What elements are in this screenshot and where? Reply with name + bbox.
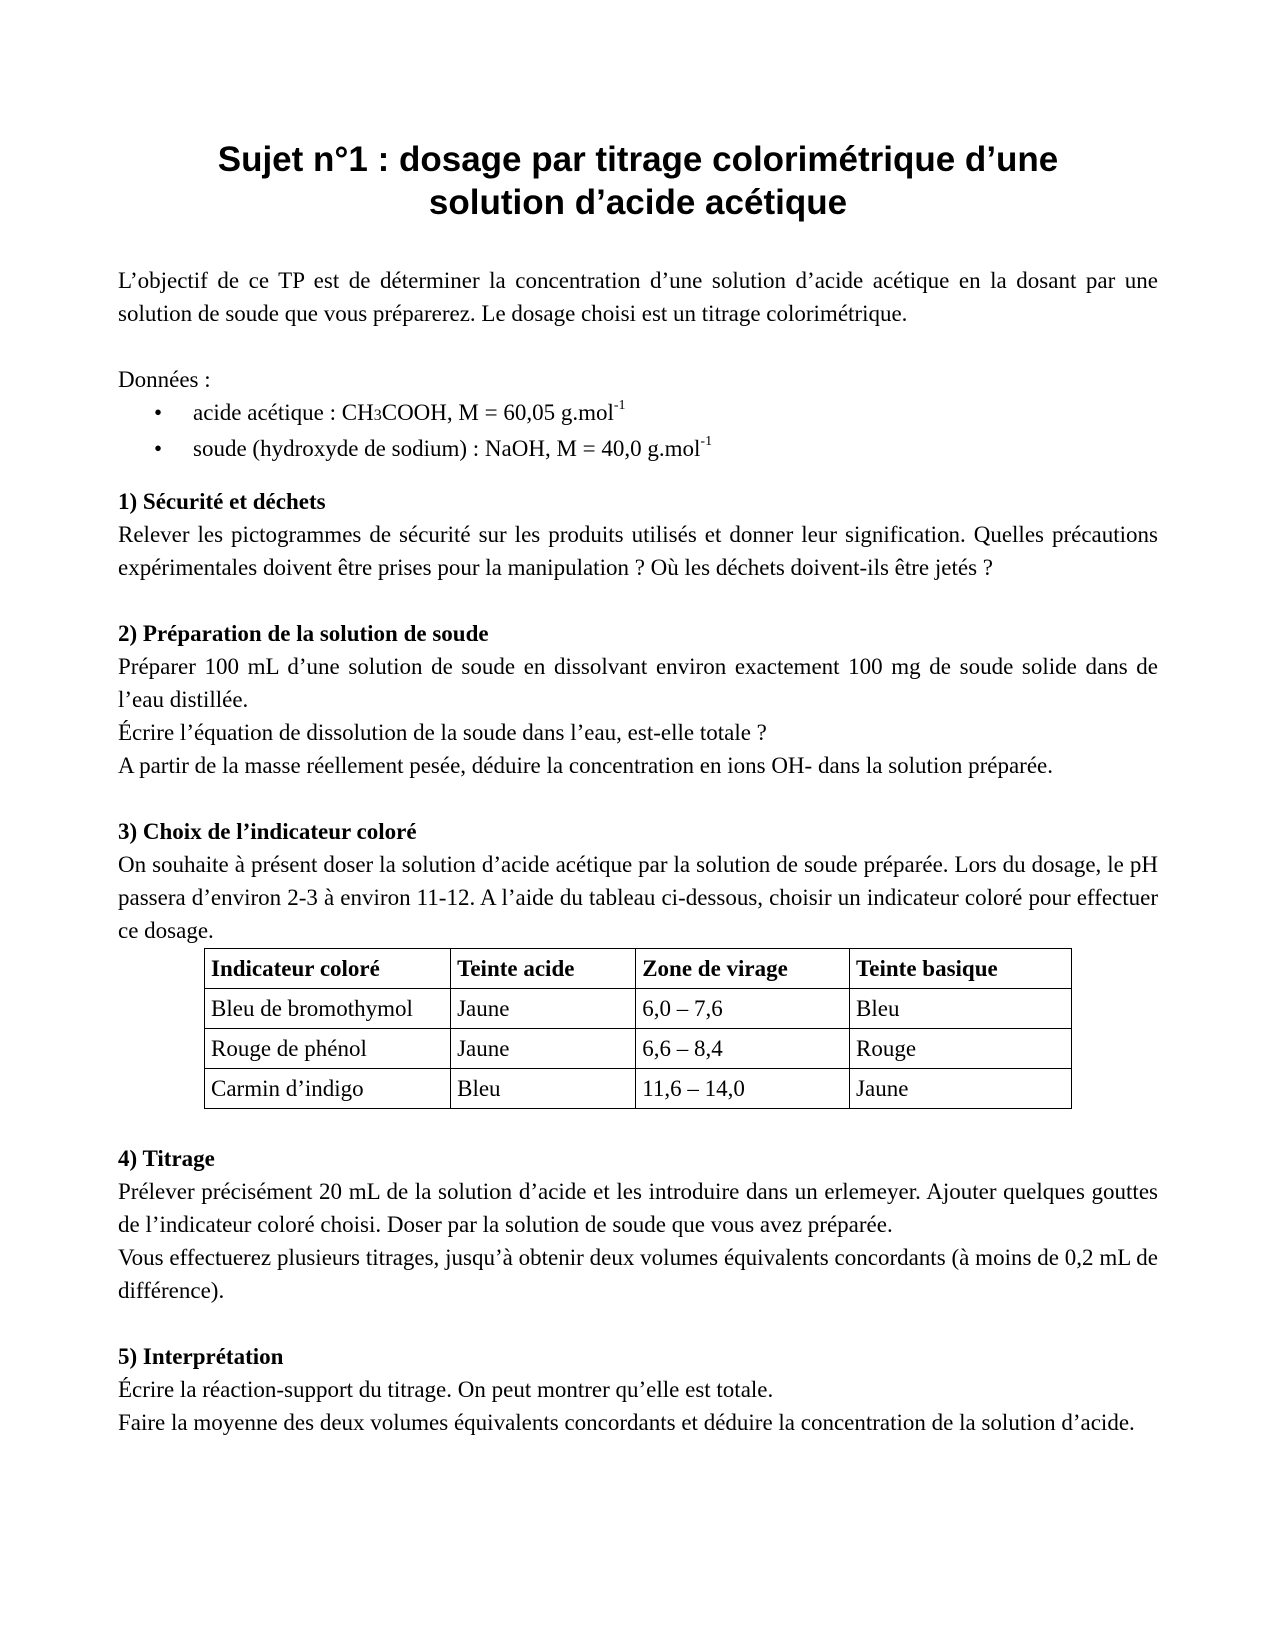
bullet-icon: •: [154, 436, 163, 461]
section-heading-securite: 1) Sécurité et déchets: [118, 489, 326, 514]
document-title: [118, 138, 1158, 224]
intro-paragraph: L’objectif de ce TP est de déterminer la concentration d’une solution d’acide acétique en la dosant par une solution de soude que vous préparerez. Le dosage choisi est un titrage colorimétrique.: [118, 268, 1158, 326]
table-row: [205, 1029, 1072, 1069]
section-text-interpretation-1: Écrire la réaction-support du titrage. On peut montrer qu’elle est totale.: [118, 1377, 774, 1402]
section-heading-preparation: 2) Préparation de la solution de soude: [118, 621, 489, 646]
table-cell: 6,6 – 8,4: [636, 1029, 850, 1069]
section-text-indicateur: On souhaite à présent doser la solution d’acide acétique par la solution de soude préparée. Lors du dosage, le pH passera d’environ 2-3 à environ 11-12. A l’aide du tableau ci-dessous, choisir un indicateur coloré pour effectuer ce dosage.: [118, 852, 1158, 943]
list-item: • soude (hydroxyde de sodium) : NaOH, M = 40,0 g.mol$^{-1}$: [118, 432, 1158, 465]
table-header-cell: Indicateur coloré: [205, 949, 451, 989]
section-heading-titrage: 4) Titrage: [118, 1146, 215, 1171]
table-cell: Rouge: [850, 1029, 1072, 1069]
table-cell: 6,0 – 7,6: [636, 989, 850, 1029]
section-text-interpretation-2: Faire la moyenne des deux volumes équivalents concordants et déduire la concentration de la solution d’acide.: [118, 1410, 1135, 1435]
table-cell: Bleu: [850, 989, 1072, 1029]
table-row: [205, 1069, 1072, 1109]
table-header-cell: Teinte basique: [850, 949, 1072, 989]
table-row: [205, 989, 1072, 1029]
table-cell: Jaune: [850, 1069, 1072, 1109]
table-cell: Carmin d’indigo: [205, 1069, 451, 1109]
section-text-titrage-2: Vous effectuerez plusieurs titrages, jusqu’à obtenir deux volumes équivalents concordants (à moins de 0,2 mL de différence).: [118, 1245, 1158, 1303]
table-cell: Rouge de phénol: [205, 1029, 451, 1069]
donnees-label: Données :: [118, 367, 211, 392]
table-cell: 11,6 – 14,0: [636, 1069, 850, 1109]
table-cell: Jaune: [451, 1029, 636, 1069]
indicator-table: [204, 948, 1072, 1109]
donnees-list: [118, 396, 1158, 465]
section-heading-interpretation: 5) Interprétation: [118, 1344, 284, 1369]
table-cell: Bleu: [451, 1069, 636, 1109]
table-header-cell: Zone de virage: [636, 949, 850, 989]
table-header-cell: Teinte acide: [451, 949, 636, 989]
section-text-preparation-1: Préparer 100 mL d’une solution de soude en dissolvant environ exactement 100 mg de soude solide dans de l’eau distillée.: [118, 654, 1158, 712]
section-text-preparation-3: A partir de la masse réellement pesée, déduire la concentration en ions OH- dans la solution préparée.: [118, 753, 1053, 778]
section-text-titrage-1: Prélever précisément 20 mL de la solution d’acide et les introduire dans un erlemeyer. Ajouter quelques gouttes de l’indicateur coloré choisi. Doser par la solution de soude que vous avez préparée.: [118, 1179, 1158, 1237]
section-heading-indicateur: 3) Choix de l’indicateur coloré: [118, 819, 417, 844]
document-page: [118, 138, 1158, 1439]
table-header-row: [205, 949, 1072, 989]
section-text-preparation-2: Écrire l’équation de dissolution de la soude dans l’eau, est-elle totale ?: [118, 720, 767, 745]
table-cell: Bleu de bromothymol: [205, 989, 451, 1029]
list-item: • acide acétique : CH3COOH, M = 60,05 g.mol$^{-1}$: [118, 396, 1158, 432]
table-cell: Jaune: [451, 989, 636, 1029]
section-text-securite: Relever les pictogrammes de sécurité sur les produits utilisés et donner leur signification. Quelles précautions expérimentales doivent être prises pour la manipulation ? Où les déchets doivent-ils être jetés ?: [118, 522, 1158, 580]
title-line-1: Sujet n°1 : dosage par titrage colorimétrique d’une: [217, 140, 1059, 179]
title-line-2: solution d’acide acétique: [428, 183, 848, 222]
bullet-icon: •: [154, 400, 163, 425]
